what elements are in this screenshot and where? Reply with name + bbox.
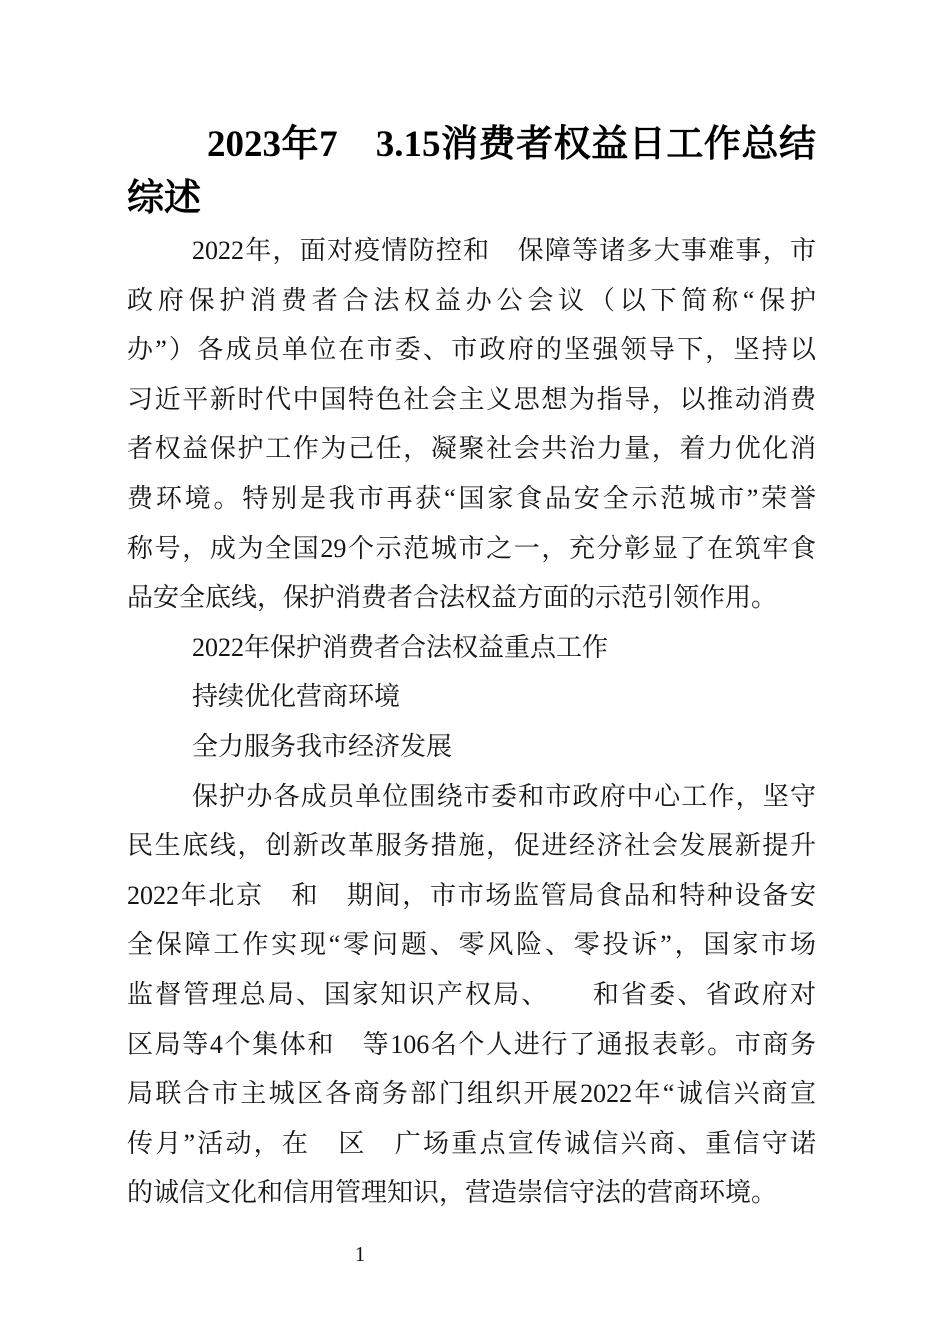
body-line: 2022年北京 和 期间，市市场监管局食品和特种设备安 — [127, 880, 816, 910]
paragraph-1 — [127, 226, 816, 623]
body-line: 者权益保护工作为己任，凝聚社会共治力量，着力优化消 — [127, 434, 816, 464]
body-line: 称号，成为全国29个示范城市之一，充分彰显了在筑牢食 — [127, 533, 816, 563]
body-line: 区局等4个集体和 等106名个人进行了通报表彰。市商务 — [127, 1029, 816, 1059]
body-line: 办”）各成员单位在市委、市政府的坚强领导下，坚持以 — [127, 335, 816, 365]
paragraph-2 — [127, 772, 816, 1218]
body-line: 监督管理总局、国家知识产权局、 和省委、省政府对 — [127, 979, 816, 1009]
subheading-line: 全力服务我市经济发展 — [192, 731, 453, 761]
subheading-line: 2022年保护消费者合法权益重点工作 — [192, 632, 609, 662]
document-title — [127, 118, 816, 226]
body-line: 全保障工作实现“零问题、零风险、零投诉”，国家市场 — [127, 930, 816, 960]
body-line: 的诚信文化和信用管理知识，营造崇信守法的营商环境。 — [127, 1178, 778, 1208]
body-line: 传月”活动，在 区 广场重点宣传诚信兴商、重信守诺 — [127, 1128, 816, 1158]
body-line: 局联合市主城区各商务部门组织开展2022年“诚信兴商宣 — [127, 1079, 816, 1109]
body-line: 保护办各成员单位围绕市委和市政府中心工作，坚守 — [192, 781, 816, 811]
body-line: 习近平新时代中国特色社会主义思想为指导，以推动消费 — [127, 384, 816, 414]
document-content — [127, 118, 816, 1218]
body-line: 民生底线，创新改革服务措施，促进经济社会发展新提升 — [127, 831, 816, 861]
body-line: 品安全底线，保护消费者合法权益方面的示范引领作用。 — [127, 583, 778, 613]
subheadings — [127, 623, 816, 772]
page-number: 1 — [354, 1242, 366, 1266]
body-line: 政府保护消费者合法权益办公会议（以下简称“保护 — [127, 285, 816, 315]
title-line: 2023年7 3.15消费者权益日工作总结 — [207, 124, 816, 165]
body-line: 费环境。特别是我市再获“国家食品安全示范城市”荣誉 — [127, 483, 816, 513]
body-line: 2022年，面对疫情防控和 保障等诸多大事难事，市 — [192, 236, 816, 265]
subheading-line: 持续优化营商环境 — [192, 682, 401, 712]
title-line: 综述 — [127, 178, 201, 219]
